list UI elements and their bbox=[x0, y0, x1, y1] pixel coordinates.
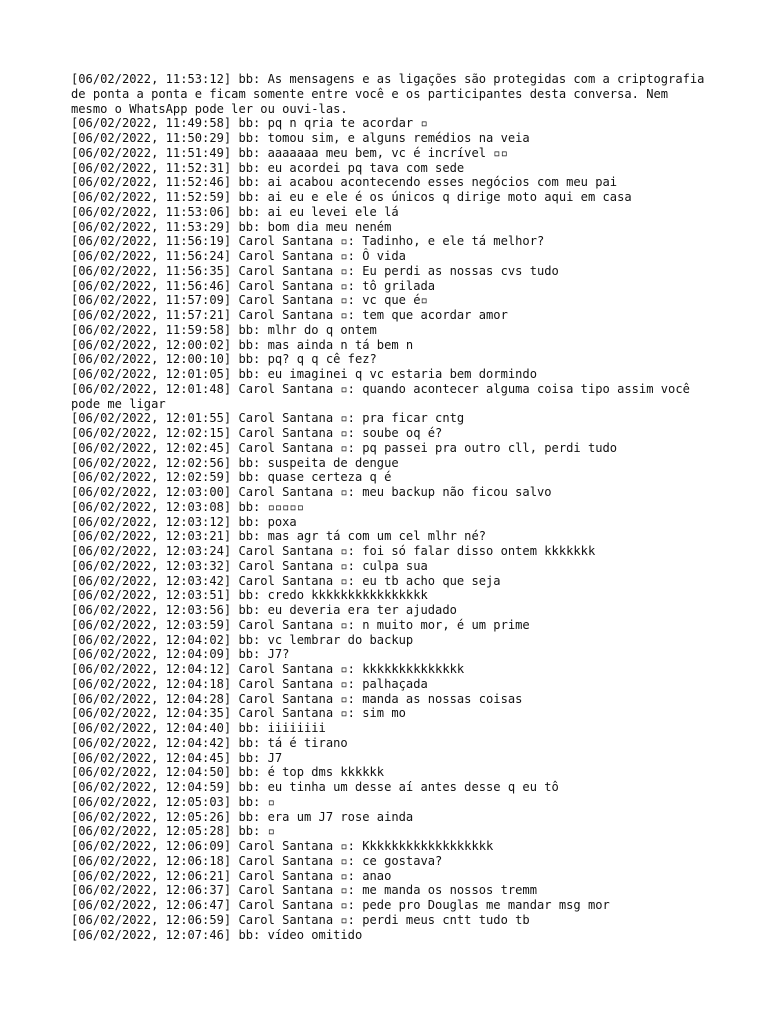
chat-line: [06/02/2022, 12:06:47] Carol Santana ▫: pede pro Douglas me mandar msg mor bbox=[71, 898, 610, 912]
chat-transcript bbox=[71, 72, 711, 942]
chat-line: [06/02/2022, 11:52:46] bb: ai acabou acontecendo esses negócios com meu pai bbox=[71, 175, 618, 190]
chat-line: [06/02/2022, 12:06:18] Carol Santana ▫: ce gostava? bbox=[71, 853, 443, 868]
chat-line: [06/02/2022, 12:04:45] bb: J7 bbox=[71, 750, 283, 765]
chat-line: [06/02/2022, 12:04:35] Carol Santana ▫: sim mo bbox=[71, 706, 406, 721]
chat-line: [06/02/2022, 12:01:55] Carol Santana ▫: pra ficar cntg bbox=[71, 411, 465, 426]
chat-line: [06/02/2022, 12:01:48] Carol Santana ▫: quando acontecer alguma coisa tipo assim você pode me ligar bbox=[71, 381, 698, 411]
chat-line: [06/02/2022, 11:53:29] bb: bom dia meu neném bbox=[71, 219, 392, 234]
chat-line: [06/02/2022, 11:56:24] Carol Santana ▫: Ô vida bbox=[71, 249, 406, 263]
chat-line: [06/02/2022, 11:53:06] bb: ai eu levei ele lá bbox=[71, 204, 399, 219]
chat-line: [06/02/2022, 12:04:42] bb: tá é tirano bbox=[71, 735, 348, 750]
chat-line: [06/02/2022, 12:03:12] bb: poxa bbox=[71, 514, 297, 529]
chat-line: [06/02/2022, 12:03:56] bb: eu deveria era ter ajudado bbox=[71, 603, 457, 617]
chat-line: [06/02/2022, 11:52:31] bb: eu acordei pq tava com sede bbox=[71, 160, 465, 175]
chat-line: [06/02/2022, 12:06:59] Carol Santana ▫: perdi meus cntt tudo tb bbox=[71, 912, 530, 927]
chat-line: [06/02/2022, 11:50:29] bb: tomou sim, e alguns remédios na veia bbox=[71, 131, 530, 145]
chat-line: [06/02/2022, 12:07:46] bb: vídeo omitido bbox=[71, 927, 363, 942]
chat-line: [06/02/2022, 12:02:56] bb: suspeita de dengue bbox=[71, 455, 399, 470]
chat-line: [06/02/2022, 12:04:02] bb: vc lembrar do backup bbox=[71, 632, 414, 647]
chat-line: [06/02/2022, 12:04:59] bb: eu tinha um desse aí antes desse q eu tô bbox=[71, 780, 559, 794]
chat-line: [06/02/2022, 11:52:59] bb: ai eu e ele é os únicos q dirige moto aqui em casa bbox=[71, 190, 632, 204]
chat-line: [06/02/2022, 12:03:00] Carol Santana ▫: meu backup não ficou salvo bbox=[71, 485, 552, 499]
chat-line: [06/02/2022, 11:57:09] Carol Santana ▫: vc que é▫ bbox=[71, 293, 428, 308]
chat-line: [06/02/2022, 11:51:49] bb: aaaaaaa meu bem, vc é incrível ▫▫ bbox=[71, 145, 508, 160]
chat-line: [06/02/2022, 12:04:50] bb: é top dms kkkkkk bbox=[71, 765, 385, 780]
chat-line: [06/02/2022, 12:02:45] Carol Santana ▫: pq passei pra outro cll, perdi tudo bbox=[71, 440, 618, 455]
chat-line: [06/02/2022, 12:00:10] bb: pq? q q cê fez? bbox=[71, 352, 377, 367]
chat-line: [06/02/2022, 12:03:24] Carol Santana ▫: foi só falar disso ontem kkkkkkk bbox=[71, 544, 596, 558]
chat-line: [06/02/2022, 12:05:28] bb: ▫ bbox=[71, 824, 275, 839]
chat-line: [06/02/2022, 12:03:08] bb: ▫▫▫▫▫ bbox=[71, 499, 304, 514]
chat-line: [06/02/2022, 12:06:37] Carol Santana ▫: me manda os nossos tremm bbox=[71, 883, 537, 898]
chat-line: [06/02/2022, 12:04:09] bb: J7? bbox=[71, 647, 290, 662]
chat-line: [06/02/2022, 11:56:19] Carol Santana ▫: Tadinho, e ele tá melhor? bbox=[71, 234, 545, 249]
chat-line: [06/02/2022, 12:04:40] bb: iiiiiiii bbox=[71, 721, 326, 735]
chat-line: [06/02/2022, 11:56:35] Carol Santana ▫: Eu perdi as nossas cvs tudo bbox=[71, 263, 559, 278]
chat-line: [06/02/2022, 12:00:02] bb: mas ainda n tá bem n bbox=[71, 337, 414, 352]
chat-line: [06/02/2022, 12:03:51] bb: credo kkkkkkkkkkkkkkkk bbox=[71, 588, 428, 603]
chat-line: [06/02/2022, 12:02:59] bb: quase certeza q é bbox=[71, 470, 392, 485]
chat-line: [06/02/2022, 11:57:21] Carol Santana ▫: tem que acordar amor bbox=[71, 308, 508, 322]
chat-line: [06/02/2022, 12:03:59] Carol Santana ▫: n muito mor, é um prime bbox=[71, 617, 530, 632]
chat-line: [06/02/2022, 12:03:21] bb: mas agr tá com um cel mlhr né? bbox=[71, 529, 487, 544]
chat-line: [06/02/2022, 12:03:42] Carol Santana ▫: eu tb acho que seja bbox=[71, 573, 501, 588]
chat-line: [06/02/2022, 12:06:21] Carol Santana ▫: anao bbox=[71, 868, 392, 883]
chat-line: [06/02/2022, 12:02:15] Carol Santana ▫: soube oq é? bbox=[71, 426, 443, 440]
chat-line: [06/02/2022, 12:04:28] Carol Santana ▫: manda as nossas coisas bbox=[71, 691, 523, 706]
chat-line: [06/02/2022, 12:04:12] Carol Santana ▫: kkkkkkkkkkkkkk bbox=[71, 662, 465, 676]
chat-line: [06/02/2022, 11:56:46] Carol Santana ▫: tô grilada bbox=[71, 278, 436, 293]
chat-line: [06/02/2022, 12:05:03] bb: ▫ bbox=[71, 794, 275, 809]
chat-line: [06/02/2022, 12:04:18] Carol Santana ▫: palhaçada bbox=[71, 676, 428, 691]
chat-line: [06/02/2022, 11:53:12] bb: As mensagens e as ligações são protegidas com a criptografia de ponta a ponta e ficam somente entre você e os participantes desta conversa. Nem mesmo o WhatsApp pode ler ou ouvi-las. bbox=[71, 72, 712, 116]
chat-line: [06/02/2022, 12:06:09] Carol Santana ▫: Kkkkkkkkkkkkkkkkkk bbox=[71, 839, 494, 853]
chat-line: [06/02/2022, 11:49:58] bb: pq n qria te acordar ▫ bbox=[71, 116, 428, 131]
chat-line: [06/02/2022, 12:01:05] bb: eu imaginei q vc estaria bem dormindo bbox=[71, 367, 537, 381]
chat-line: [06/02/2022, 11:59:58] bb: mlhr do q ontem bbox=[71, 322, 377, 337]
chat-line: [06/02/2022, 12:03:32] Carol Santana ▫: culpa sua bbox=[71, 558, 428, 573]
chat-line: [06/02/2022, 12:05:26] bb: era um J7 rose ainda bbox=[71, 809, 414, 824]
